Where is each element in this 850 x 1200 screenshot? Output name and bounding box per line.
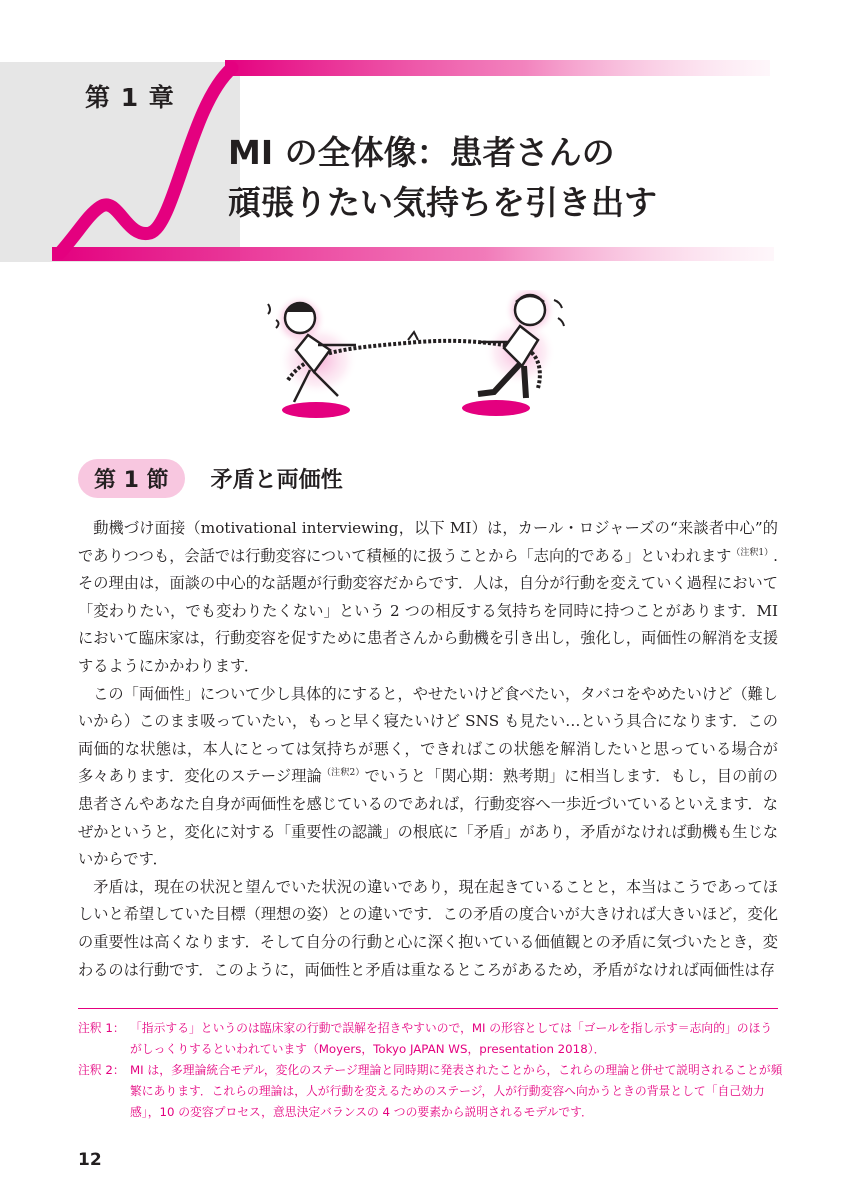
paragraph-2-part-1: この「両価性」について少し具体的にすると，やせたいけど食べたい，タバコをやめたいけど（難しいから）このまま吸っていたい，もっと早く寝たいけど SNS も見たい…という具合になります．この両価的な状態は，本人にとっては気持ちが悪く，できればこの状態を解消したいと思っている場合が多々あります．変化のステージ理論 [78, 684, 778, 786]
chapter-title [228, 128, 657, 228]
footnote-ref-1: （注釈1） [731, 547, 774, 558]
footnote-divider [78, 1008, 778, 1009]
footnote-1-text: 「指示する」というのは臨床家の行動で誤解を招きやすいので，MI の形容としては「ゴールを指し示す＝志向的」のほうがしっくりするといわれています（Moyers，Tokyo JAPAN WS，presentation 2018）． [130, 1021, 773, 1056]
footnote-1 [78, 1018, 783, 1060]
paragraph-1-part-1: 動機づけ面接（motivational interviewing，以下 MI）は，カール・ロジャーズの“来談者中心”的でありつつも，会話では行動変容について積極的に扱うことから「志向的である」といわれます [78, 519, 778, 565]
page-number: 12 [78, 1150, 102, 1170]
paragraph-1-part-2: .その理由は，面談の中心的な話題が行動変容だからです．人は，自分が行動を変えていく過程において「変わりたい，でも変わりたくない」という 2 つの相反する気持ちを同時に持つことがあります．MI において臨床家は，行動変容を促すために患者さんから動機を引き出し，強化し，両価性の解消を支援するようにかかわります． [78, 546, 778, 675]
chapter-label: 第 1 章 [85, 83, 175, 112]
section-number-badge: 第 1 節 [78, 459, 185, 498]
footnote-ref-2: （注釈2） [321, 768, 365, 779]
footnote-2 [78, 1060, 783, 1123]
footnote-2-text: MI は，多理論統合モデル，変化のステージ理論と同時期に発表されたことから，これらの理論と併せて説明されることが頻繁にあります．これらの理論は，人が行動を変えるためのステージ，人が行動変容へ向かうときの背景として「自己効力感」，10 の変容プロセス，意思決定バランスの 4 つの要素から説明されるモデルです． [130, 1063, 783, 1119]
section-heading [78, 458, 343, 498]
paragraph-2-part-2: でいうと「関心期：熟考期」に相当します．もし，目の前の患者さんやあなた自身が両価性を感じているのであれば，行動変容へ一歩近づいているといえます．なぜかというと，変化に対する「重要性の認識」の根底に「矛盾」があり，矛盾がなければ動機も生じないからです． [78, 767, 778, 869]
paragraph-1 [78, 515, 778, 681]
body-text [78, 515, 778, 984]
left-figure-shadow [282, 402, 350, 418]
chapter-title-line-2: 頑張りたい気持ちを引き出す [228, 183, 657, 222]
footnote-2-label: 注釈 2： [78, 1063, 125, 1077]
footnote-1-label: 注釈 1： [78, 1021, 125, 1035]
right-figure-shadow [462, 400, 530, 416]
chapter-title-line-1: MI の全体像：患者さんの [228, 133, 615, 172]
section-title: 矛盾と両価性 [210, 467, 343, 493]
paragraph-2 [78, 681, 778, 874]
paragraph-3: 矛盾は，現在の状況と望んでいた状況の違いであり，現在起きていることと，本当はこうであってほしいと希望していた目標（理想の姿）との違いです．この矛盾の度合いが大きければ大きいほど，変化の重要性は高くなります．そして自分の行動と心に深く抱いている価値観との矛盾に気づいたとき，変わるのは行動です．このように，両価性と矛盾は重なるところがあるため，矛盾がなければ両価性は存 [78, 877, 778, 979]
footnotes [78, 1018, 783, 1123]
tug-of-war-illustration [258, 290, 578, 430]
